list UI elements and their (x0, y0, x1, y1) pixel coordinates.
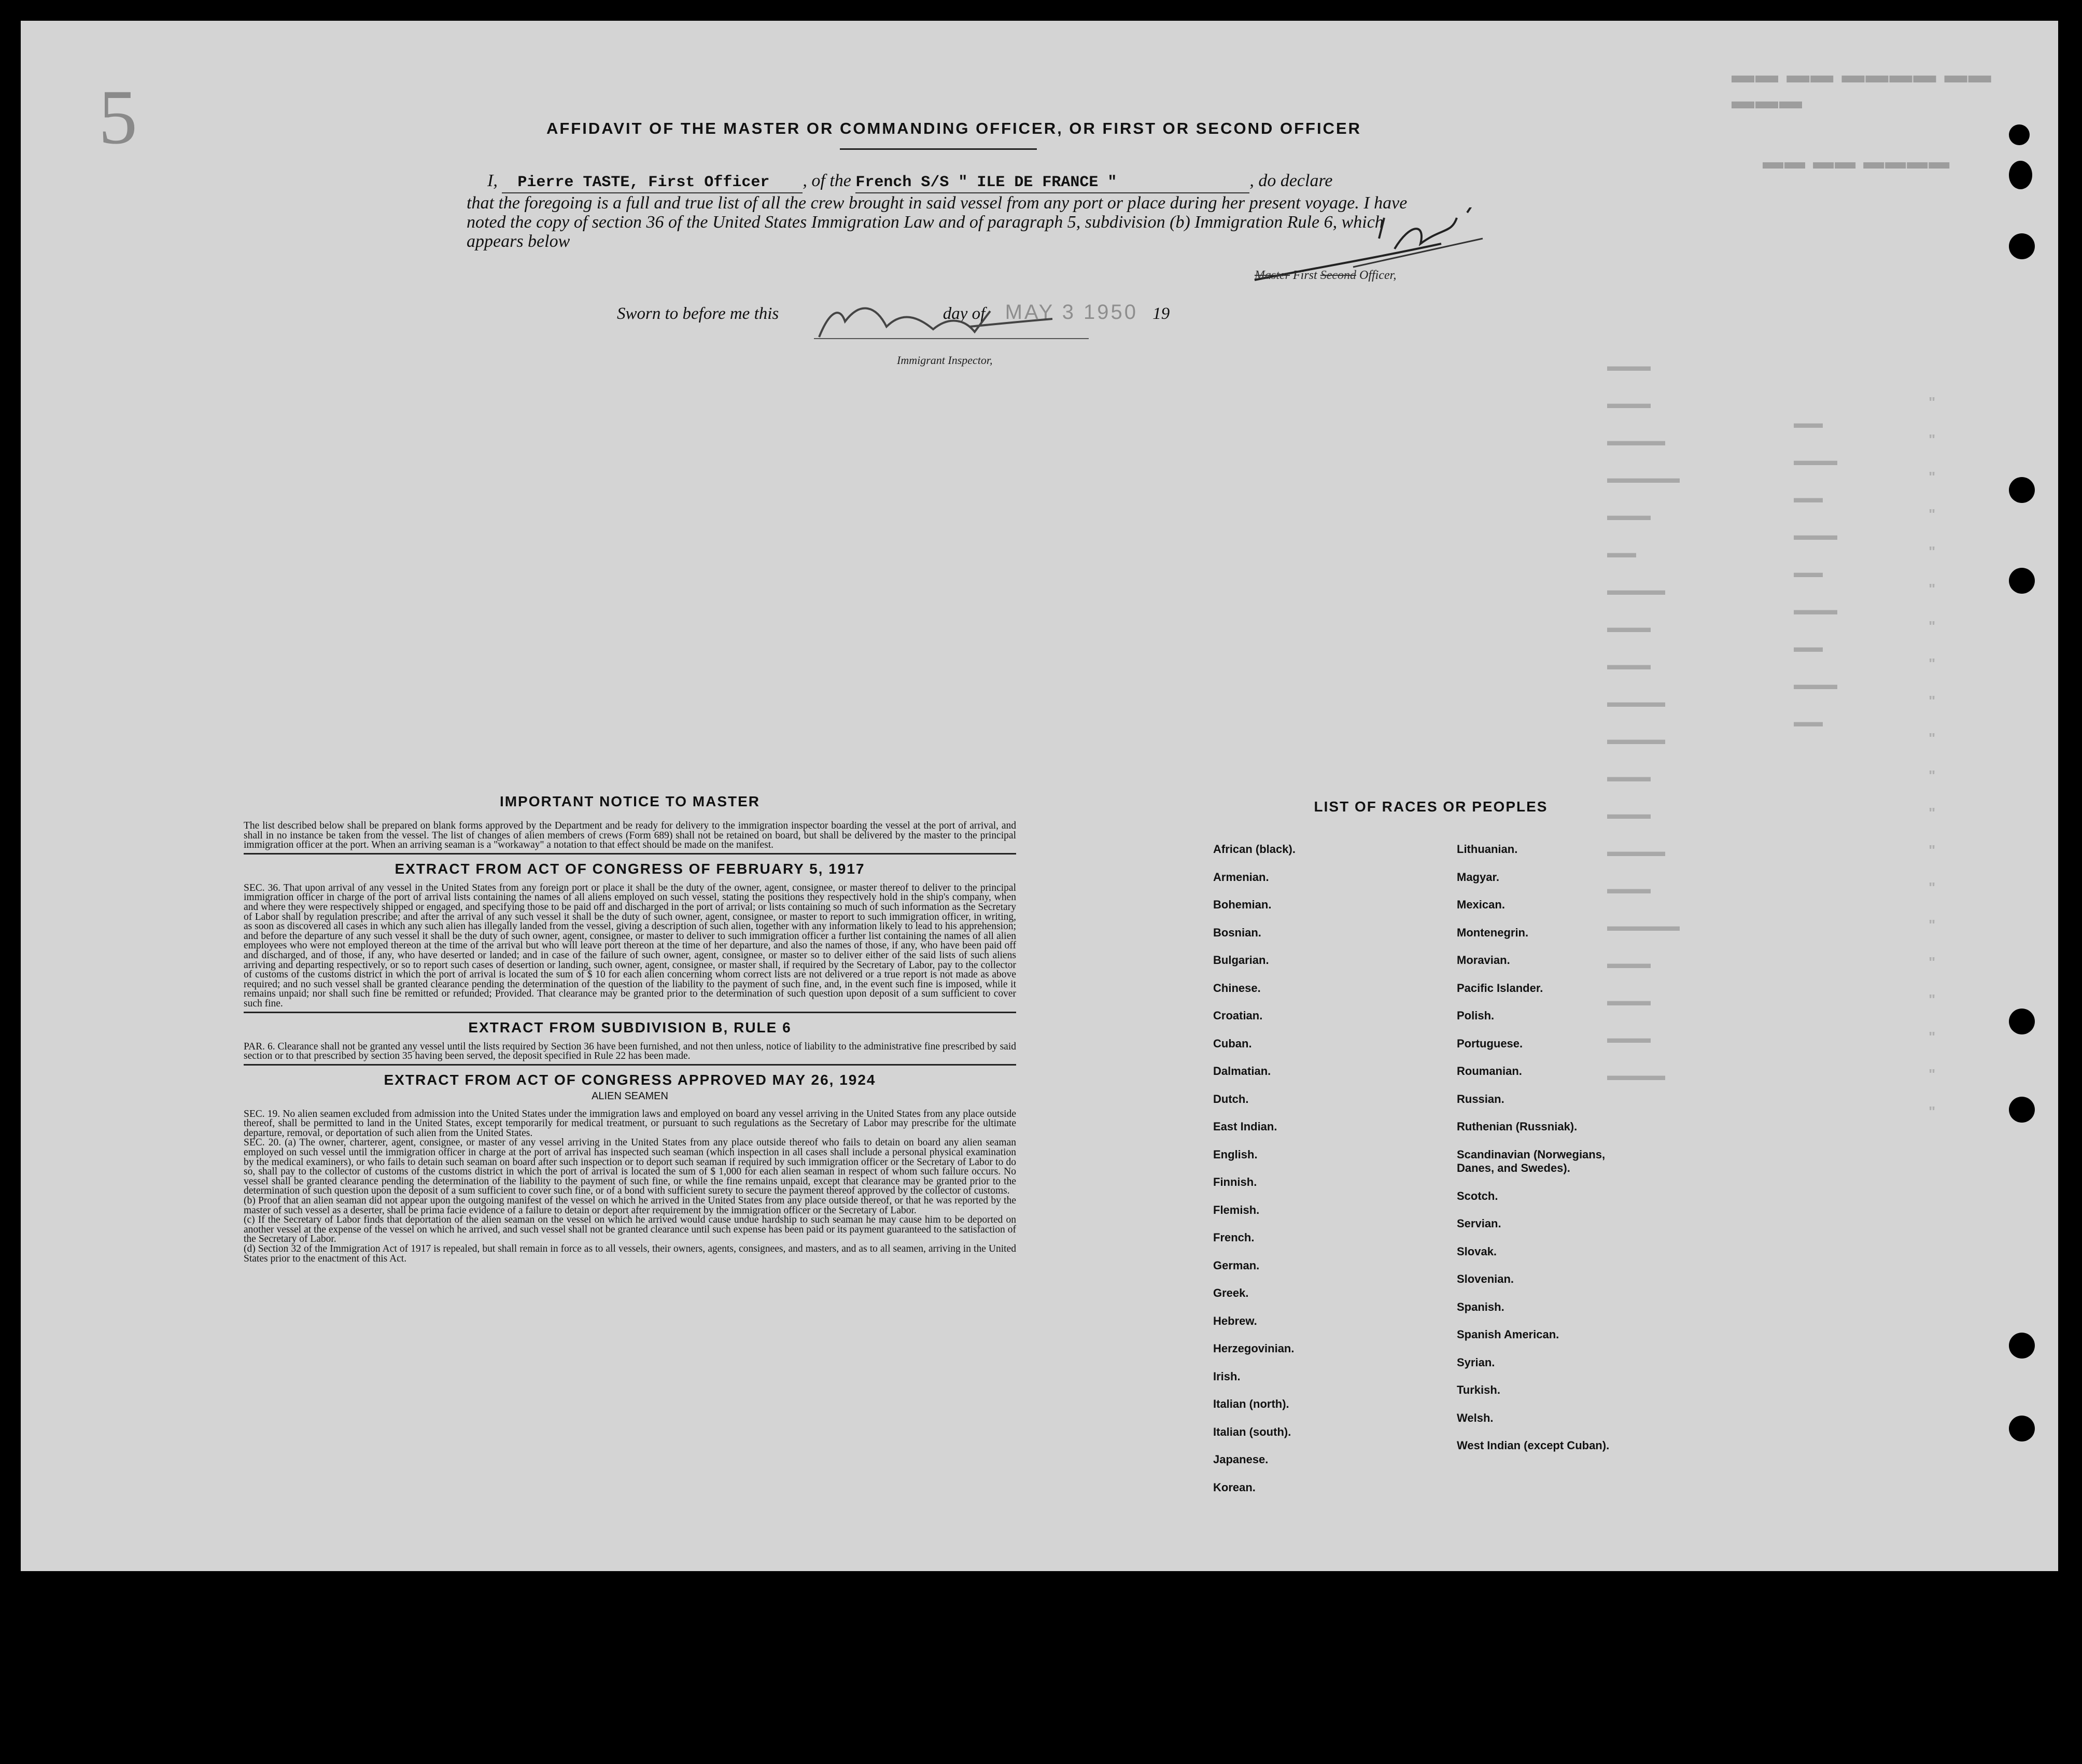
race-item: Finnish. (1213, 1175, 1257, 1188)
race-item: Dutch. (1213, 1092, 1249, 1105)
race-item: Bosnian. (1213, 926, 1261, 939)
race-item: Bulgarian. (1213, 954, 1269, 967)
race-item: Spanish. (1457, 1300, 1504, 1313)
struck-master: Master (1255, 269, 1290, 282)
race-item: Turkish. (1457, 1383, 1500, 1396)
race-item: Portuguese. (1457, 1037, 1523, 1050)
binder-hole (2009, 233, 2035, 259)
ghost-column-3: " " " " " " " " " " " " " " " " " " " " (1929, 394, 1936, 1119)
binder-hole (2009, 1009, 2035, 1034)
notice-heading: IMPORTANT NOTICE TO MASTER (499, 793, 761, 809)
race-item: Slovak. (1457, 1244, 1497, 1258)
extract-1917-heading: EXTRACT FROM ACT OF CONGRESS OF FEBRUARY 5, 1917 (395, 860, 865, 877)
race-item: Chinese. (1213, 981, 1261, 995)
year-prefix: 19 (1152, 304, 1170, 323)
ghost-page-mark: 5 (99, 74, 137, 160)
struck-second: Second (1320, 269, 1356, 282)
ghost-column-2: ▬▬ ▬▬▬ ▬▬ ▬▬▬ ▬▬ ▬▬▬ ▬▬ ▬▬▬ ▬▬ (1794, 415, 1837, 730)
officer-suffix: Officer, (1359, 269, 1397, 282)
race-item: Irish. (1213, 1369, 1241, 1383)
race-item: Korean. (1213, 1480, 1256, 1494)
ghost-header: ▬▬ ▬▬ ▬▬▬▬ ▬▬ ▬▬▬ (1732, 62, 1992, 114)
sworn-prefix: Sworn to before me this (617, 304, 779, 323)
race-item: Armenian. (1213, 870, 1269, 884)
notice-text: The list described below shall be prepared on blank forms approved by the Department and be ready for delivery to the immigration inspector boarding the vessel at the port of arrival, and shall in no instance be taken from the vessel. The list of changes of alien members of crews (Form 689) shall not be retained on board, but shall be delivered by the master to the principal immigration officer at the port. When an arriving seaman is a "workaway" a notation to that effect should be made on the manifest. (244, 820, 1016, 851)
officer-name: Pierre TASTE, First Officer (517, 174, 770, 191)
vessel-name: French S/S " ILE DE FRANCE " (855, 174, 1117, 191)
inspector-label: Immigrant Inspector, (897, 354, 993, 367)
races-left-column (1213, 843, 1296, 1508)
race-item: West Indian (except Cuban). (1457, 1439, 1610, 1452)
race-item: German. (1213, 1258, 1260, 1272)
binder-hole (2009, 161, 2032, 189)
race-item: Bohemian. (1213, 898, 1272, 911)
sec20a-text: SEC. 20. (a) The owner, charterer, agent, consignee, or master of any vessel arriving in the United States from any place outside thereof who fails to detain on board any alien seaman employed on such vessel until the immigration officer in charge at the port of arrival has inspected such seaman (which inspection in all cases shall include a personal physical examination by the medical examiners), or who fails to detain such seaman on board after such inspection or to deport such seaman if required by such immigration officer or the Secretary of Labor to do so, shall pay to the collector of customs of the customs district in which the port of arrival is located the sum of $ 1,000 for each alien seaman in respect of whom such failure occurs. No vessel shall be granted clearance pending the determination of the liability to the payment of such fine, or while the fine remains unpaid, except that clearance may be granted prior to the determination of such question upon the deposit of a sum sufficient to cover such fine, or of a bond with sufficient surety to secure the payment thereof approved by the collector of customs. (244, 1137, 1016, 1197)
race-item: Welsh. (1457, 1411, 1494, 1424)
binder-hole (2009, 477, 2035, 503)
day-of-label: day of (942, 304, 986, 323)
race-item: Slovenian. (1457, 1272, 1514, 1285)
race-item: Spanish American. (1457, 1328, 1559, 1341)
rule6-heading: EXTRACT FROM SUBDIVISION B, RULE 6 (468, 1019, 792, 1035)
binder-hole (2009, 124, 2030, 145)
race-item: African (black). (1213, 843, 1296, 856)
race-item: Greek. (1213, 1286, 1249, 1299)
race-item: Italian (north). (1213, 1397, 1289, 1410)
race-item: Roumanian. (1457, 1065, 1522, 1077)
binder-hole (2009, 1333, 2035, 1359)
race-item: Herzegovinian. (1213, 1342, 1295, 1355)
race-item: Scandinavian (Norwegians, Danes, and Swedes). (1457, 1147, 1606, 1174)
sec20b-text: (b) Proof that an alien seaman did not appear upon the outgoing manifest of the vessel on which he arrived in the United States from any place outside thereof, or that he was reported by the master of such vessel as a deserter, shall be prima facie evidence of a failure to detain or deport after requirement by the immigration officer or the Secretary of Labor. (244, 1195, 1016, 1216)
race-item: Japanese. (1213, 1453, 1269, 1466)
race-item: Magyar. (1457, 870, 1499, 884)
title-underline (840, 148, 1037, 150)
binder-hole (2009, 568, 2035, 594)
race-item: Ruthenian (Russniak). (1457, 1120, 1578, 1133)
legal-notices (244, 793, 1016, 1264)
date-stamp: MAY 3 1950 (1005, 301, 1138, 324)
race-item: Syrian. (1457, 1355, 1495, 1369)
race-item: Croatian. (1213, 1009, 1263, 1022)
binder-hole (2009, 1416, 2035, 1441)
officer-name-field (502, 171, 803, 193)
vessel-field (855, 171, 1249, 193)
divider (244, 1012, 1016, 1013)
extract-1924-heading: EXTRACT FROM ACT OF CONGRESS APPROVED MAY 26, 1924 (384, 1071, 876, 1088)
race-item: English. (1213, 1147, 1258, 1161)
rule6-text: PAR. 6. Clearance shall not be granted any vessel until the lists required by Section 36 have been furnished, and not then unless, notice of liability to the administrative fine prescribed by said section or to that prescribed by section 35 having been served, the deposit specified in Rule 22 has been made. (244, 1041, 1016, 1062)
divider (244, 853, 1016, 855)
binder-hole (2009, 1097, 2035, 1123)
race-item: Hebrew. (1213, 1314, 1257, 1327)
race-item: Moravian. (1457, 954, 1510, 967)
of-the-label: , of the (803, 171, 851, 190)
race-item: Pacific Islander. (1457, 981, 1543, 995)
declaration-i: I, (487, 171, 498, 190)
ghost-column-1: ▬▬▬ ▬▬▬ ▬▬▬▬ ▬▬▬▬▬ ▬▬▬ ▬▬ ▬▬▬▬ ▬▬▬ ▬▬▬ ▬▬▬▬ ▬▬▬▬ ▬▬▬ ▬▬▬ ▬▬▬▬ ▬▬▬ ▬▬▬▬▬ ▬▬▬ ▬▬▬ ▬▬▬ ▬▬▬▬ (1607, 358, 1680, 1083)
divider (244, 1064, 1016, 1066)
declaration-body: that the foregoing is a full and true list of all the crew brought in said vessel from any port or place during her present voyage. I have noted the copy of section 36 of the United States Immigration Law and of paragraph 5, subdivision (b) Immigration Rule 6, which appears below (467, 193, 1408, 251)
race-item: French. (1213, 1231, 1255, 1244)
officer-first: First (1293, 269, 1317, 282)
race-item: East Indian. (1213, 1120, 1277, 1133)
race-item: Flemish. (1213, 1203, 1260, 1216)
race-item: Lithuanian. (1457, 843, 1518, 856)
race-item: Servian. (1457, 1217, 1501, 1230)
race-item: Montenegrin. (1457, 926, 1529, 939)
signature-line (814, 338, 1089, 339)
race-item: Mexican. (1457, 898, 1505, 911)
do-declare-label: , do declare (1249, 171, 1333, 190)
races-heading: LIST OF RACES OR PEOPLES (1314, 799, 1548, 815)
sec20d-text: (d) Section 32 of the Immigration Act of 1917 is repealed, but shall remain in force as to all vessels, their owners, agents, consignees, and masters, and as to all seamen, arriving in the United States prior to the enactment of this Act. (244, 1243, 1016, 1264)
alien-seamen-subtitle: ALIEN SEAMEN (592, 1090, 668, 1102)
sec19-text: SEC. 19. No alien seamen excluded from admission into the United States under the immigration laws and employed on board any vessel arriving in the United States from any place outside thereof, shall be permitted to land in the United States, except temporarily for medical treatment, or pursuant to such regulations as the Secretary of Labor may prescribe for the ultimate departure, removal, or deportation of such alien from the United States. (244, 1108, 1016, 1139)
race-item: Scotch. (1457, 1189, 1498, 1202)
race-item: Russian. (1457, 1092, 1504, 1105)
race-item: Dalmatian. (1213, 1065, 1271, 1077)
affidavit-title: AFFIDAVIT OF THE MASTER OR COMMANDING OFFICER, OR FIRST OR SECOND OFFICER (546, 119, 1362, 137)
officer-title-line (1255, 269, 1396, 283)
sec20c-text: (c) If the Secretary of Labor finds that deportation of the alien seaman on the vessel on which he arrived would cause undue hardship to such seaman he may cause him to be deported on another vessel at the expense of the vessel on which he arrived, and such vessel shall not be granted clearance until such expense has been paid or its payment guaranteed to the satisfaction of the Secretary of Labor. (244, 1214, 1016, 1245)
ghost-vessel: ▬▬ ▬▬ ▬▬▬▬ (1763, 150, 1951, 173)
races-right-column (1457, 843, 1643, 1467)
document-sheet (21, 21, 2058, 1571)
race-item: Italian (south). (1213, 1425, 1291, 1438)
extract-1917-text: SEC. 36. That upon arrival of any vessel in the United States from any foreign port or place it shall be the duty of the owner, agent, consignee, or master thereof to deliver to the principal immigration officer in charge of the port of arrival lists containing the names of all aliens employed on such vessel, stating the positions they respectively hold in the ship's company, when and where they were respectively shipped or engaged, and specifying those to be paid off and discharged in the port of arrival; or lists containing so much of such information as the Secretary of Labor shall by regulation prescribe; and after the arrival of any such vessel it shall be the duty of such owner, agent, consignee, or master to report to such immigration officer, in writing, as soon as discovered all cases in which any such alien has illegally landed from the vessel, giving a description of such alien, together with any information likely to lead to his apprehension; and before the departure of any such vessel it shall be the duty of such owner, agent, consignee, or master to deliver to such immigration officer a further list containing the names of all alien employees who were not employed thereon at the time of the arrival but who will leave port thereon at the time of her departure, and also the names of those, if any, who have been paid off and discharged, and of those, if any, who have deserted or landed; and in case of the failure of such owner, agent, consignee, or master so to deliver either of the said lists of such aliens arriving and departing respectively, or so to report such cases of desertion or landing, such owner, agent, consignee, or master shall, if required by the Secretary of Labor, pay to the collector of customs of the customs district in which the port of arrival is located the sum of $ 10 for each alien concerning whom correct lists are not delivered or a true report is not made as above required; and no such vessel shall be granted clearance pending the determination of the question of the liability to the payment of such fine, and, in the event such fine is imposed, while it remains unpaid; nor shall such fine be remitted or refunded; Provided. That clearance may be granted prior to the determination of such question upon deposit of a sum sufficient to cover such fine. (244, 882, 1016, 1009)
race-item: Polish. (1457, 1009, 1495, 1022)
race-item: Cuban. (1213, 1037, 1252, 1050)
